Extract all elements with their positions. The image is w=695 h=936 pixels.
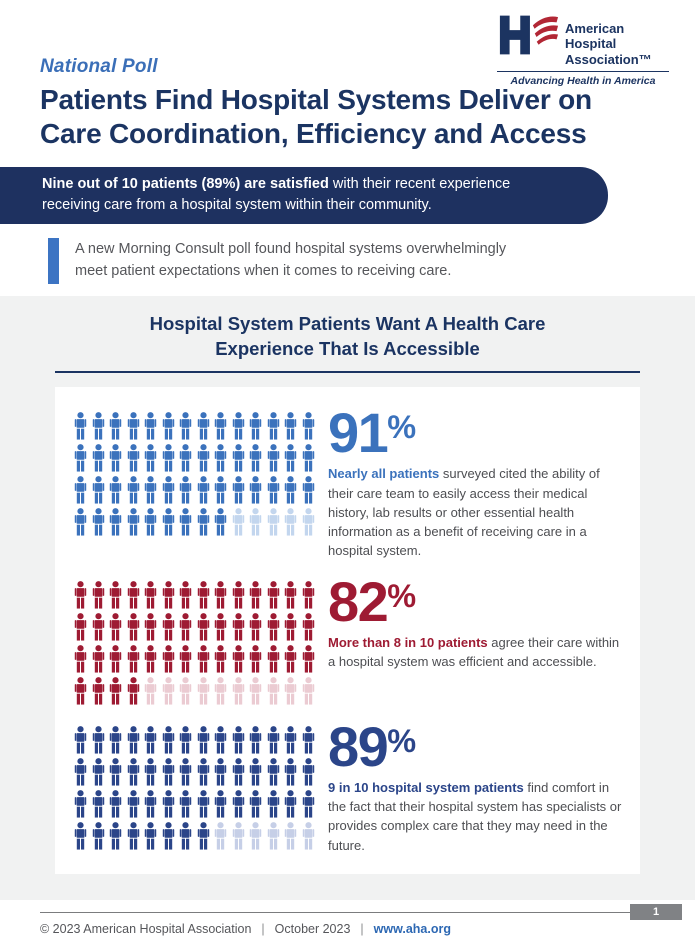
heading-rule <box>55 371 640 373</box>
person-icon <box>283 412 298 441</box>
person-icon <box>283 677 298 706</box>
person-icon <box>196 613 211 642</box>
kicker: National Poll <box>40 56 158 77</box>
person-icon <box>231 412 246 441</box>
person-icon <box>248 444 263 473</box>
person-icon <box>283 645 298 674</box>
stats-section <box>0 296 695 899</box>
person-icon <box>231 645 246 674</box>
person-icon <box>143 758 158 787</box>
stat-value-91: 91% <box>328 401 417 465</box>
person-icon <box>231 758 246 787</box>
person-icon <box>196 476 211 505</box>
person-icon <box>108 645 123 674</box>
person-icon <box>266 581 281 610</box>
person-icon <box>108 726 123 755</box>
person-icon <box>301 790 316 819</box>
page-title: Patients Find Hospital Systems Deliver on Care Coordination, Efficiency and Access <box>40 84 592 150</box>
person-icon <box>301 677 316 706</box>
person-icon <box>73 822 88 851</box>
person-icon <box>161 822 176 851</box>
person-icon <box>283 726 298 755</box>
person-icon <box>266 645 281 674</box>
person-icon <box>108 581 123 610</box>
aha-url-link[interactable]: www.aha.org <box>373 921 451 936</box>
aha-logo <box>497 12 669 87</box>
person-icon <box>301 476 316 505</box>
person-icon <box>178 645 193 674</box>
banner-bold-text: Nine out of 10 patients (89%) are satisfied <box>42 176 329 193</box>
person-icon <box>196 581 211 610</box>
person-icon <box>161 476 176 505</box>
logo-org-name: American Hospital Association™ <box>565 21 652 67</box>
stat-value-82: 82% <box>328 569 417 633</box>
person-icon <box>126 476 141 505</box>
person-icon <box>91 508 106 537</box>
person-icon <box>231 444 246 473</box>
person-icon <box>196 726 211 755</box>
pull-quote <box>48 238 655 284</box>
person-icon <box>231 790 246 819</box>
section-heading: Hospital System Patients Want A Health Care Experience That Is Accessible <box>149 313 546 360</box>
person-icon <box>248 726 263 755</box>
person-icon <box>196 645 211 674</box>
key-finding-banner <box>0 167 608 224</box>
person-icon <box>126 822 141 851</box>
person-icon <box>126 508 141 537</box>
person-icon <box>301 645 316 674</box>
person-icon <box>91 645 106 674</box>
person-icon <box>283 613 298 642</box>
quote-text: A new Morning Consult poll found hospital systems overwhelmingly meet patient expectations when it comes to receiving care. <box>75 241 507 280</box>
person-icon <box>91 412 106 441</box>
stat-text-91 <box>328 401 628 560</box>
logo-divider <box>497 71 669 72</box>
footer-text: © 2023 American Hospital Association | October 2023 | www.aha.org <box>40 921 451 936</box>
person-icon <box>213 581 228 610</box>
pictogram-91 <box>73 406 316 537</box>
person-icon <box>196 790 211 819</box>
person-icon <box>126 726 141 755</box>
person-icon <box>178 726 193 755</box>
person-icon <box>248 412 263 441</box>
person-icon <box>248 790 263 819</box>
person-icon <box>91 726 106 755</box>
person-icon <box>213 508 228 537</box>
person-icon <box>143 790 158 819</box>
person-icon <box>91 822 106 851</box>
person-icon <box>266 790 281 819</box>
person-icon <box>143 444 158 473</box>
person-icon <box>283 758 298 787</box>
person-icon <box>108 508 123 537</box>
person-icon <box>143 476 158 505</box>
person-icon <box>178 613 193 642</box>
person-icon <box>248 758 263 787</box>
person-icon <box>178 758 193 787</box>
person-icon <box>161 412 176 441</box>
person-icon <box>301 758 316 787</box>
person-icon <box>213 677 228 706</box>
person-icon <box>248 581 263 610</box>
person-icon <box>108 613 123 642</box>
person-icon <box>196 412 211 441</box>
person-icon <box>143 645 158 674</box>
person-icon <box>91 677 106 706</box>
person-icon <box>178 508 193 537</box>
person-icon <box>213 613 228 642</box>
person-icon <box>126 758 141 787</box>
person-icon <box>213 645 228 674</box>
person-icon <box>266 677 281 706</box>
person-icon <box>126 677 141 706</box>
logo-tagline: Advancing Health in America <box>510 74 656 87</box>
person-icon <box>91 613 106 642</box>
person-icon <box>196 508 211 537</box>
person-icon <box>108 822 123 851</box>
person-icon <box>301 412 316 441</box>
person-icon <box>196 444 211 473</box>
person-icon <box>266 613 281 642</box>
person-icon <box>108 476 123 505</box>
person-icon <box>248 508 263 537</box>
person-icon <box>108 677 123 706</box>
person-icon <box>231 476 246 505</box>
person-icon <box>266 726 281 755</box>
person-icon <box>143 412 158 441</box>
person-icon <box>178 790 193 819</box>
stat-text-89 <box>328 714 628 855</box>
person-icon <box>266 412 281 441</box>
person-icon <box>73 758 88 787</box>
person-icon <box>126 613 141 642</box>
person-icon <box>178 677 193 706</box>
person-icon <box>301 581 316 610</box>
person-icon <box>143 508 158 537</box>
page-number-badge: 1 <box>630 904 682 920</box>
person-icon <box>73 412 88 441</box>
footer-copyright: © 2023 American Hospital Association <box>40 921 252 936</box>
person-icon <box>161 726 176 755</box>
footer <box>0 905 695 936</box>
person-icon <box>73 726 88 755</box>
person-icon <box>283 508 298 537</box>
person-icon <box>126 581 141 610</box>
person-icon <box>161 613 176 642</box>
person-icon <box>266 476 281 505</box>
person-icon <box>73 508 88 537</box>
person-icon <box>143 726 158 755</box>
person-icon <box>91 758 106 787</box>
person-icon <box>266 758 281 787</box>
stat-desc-91: Nearly all patients surveyed cited the ability of their care team to easily access their medical history, lab results or other essential health information as a benefit of receiving care in a hospital system. <box>328 466 600 559</box>
person-icon <box>91 581 106 610</box>
person-icon <box>266 822 281 851</box>
person-icon <box>178 444 193 473</box>
person-icon <box>91 476 106 505</box>
person-icon <box>108 412 123 441</box>
person-icon <box>301 726 316 755</box>
person-icon <box>231 508 246 537</box>
person-icon <box>213 726 228 755</box>
person-icon <box>126 444 141 473</box>
quote-accent-bar <box>48 238 59 284</box>
person-icon <box>248 613 263 642</box>
person-icon <box>91 790 106 819</box>
person-icon <box>213 444 228 473</box>
person-icon <box>213 412 228 441</box>
person-icon <box>178 476 193 505</box>
person-icon <box>73 645 88 674</box>
person-icon <box>301 822 316 851</box>
person-icon <box>161 444 176 473</box>
person-icon <box>213 758 228 787</box>
footer-rule <box>40 912 655 913</box>
stat-desc-89: 9 in 10 hospital system patients find comfort in the fact that their hospital system has specialists or provides complex care that they may need in the future. <box>328 779 622 853</box>
person-icon <box>108 790 123 819</box>
person-icon <box>231 677 246 706</box>
person-icon <box>231 822 246 851</box>
person-icon <box>301 613 316 642</box>
person-icon <box>283 822 298 851</box>
stat-desc-82: More than 8 in 10 patients agree their care within a hospital system was efficient and accessible. <box>328 634 620 670</box>
person-icon <box>248 645 263 674</box>
person-icon <box>73 677 88 706</box>
person-icon <box>213 822 228 851</box>
person-icon <box>91 444 106 473</box>
person-icon <box>231 581 246 610</box>
person-icon <box>108 444 123 473</box>
footer-date: October 2023 <box>274 921 351 936</box>
person-icon <box>126 790 141 819</box>
person-icon <box>161 581 176 610</box>
stat-value-89: 89% <box>328 714 417 778</box>
person-icon <box>143 677 158 706</box>
banner-rest-text: with their recent experience receiving care from a hospital system within their community. <box>42 176 511 214</box>
person-icon <box>143 613 158 642</box>
person-icon <box>213 476 228 505</box>
stat-row-91 <box>55 399 640 567</box>
stat-text-82 <box>328 569 628 672</box>
person-icon <box>126 645 141 674</box>
person-icon <box>231 613 246 642</box>
person-icon <box>108 758 123 787</box>
person-icon <box>73 476 88 505</box>
person-icon <box>301 444 316 473</box>
person-icon <box>161 758 176 787</box>
person-icon <box>73 581 88 610</box>
person-icon <box>266 444 281 473</box>
person-icon <box>73 613 88 642</box>
aha-logo-mark-icon <box>497 12 559 63</box>
person-icon <box>126 412 141 441</box>
person-icon <box>266 508 281 537</box>
person-icon <box>283 581 298 610</box>
person-icon <box>196 758 211 787</box>
person-icon <box>143 581 158 610</box>
person-icon <box>196 822 211 851</box>
person-icon <box>161 645 176 674</box>
person-icon <box>213 790 228 819</box>
person-icon <box>248 476 263 505</box>
person-icon <box>301 508 316 537</box>
person-icon <box>248 822 263 851</box>
person-icon <box>161 790 176 819</box>
person-icon <box>196 677 211 706</box>
person-icon <box>178 822 193 851</box>
stat-row-82 <box>55 568 640 713</box>
person-icon <box>73 444 88 473</box>
person-icon <box>248 677 263 706</box>
person-icon <box>161 677 176 706</box>
person-icon <box>143 822 158 851</box>
stats-card <box>55 387 640 873</box>
person-icon <box>283 790 298 819</box>
person-icon <box>73 790 88 819</box>
person-icon <box>283 444 298 473</box>
person-icon <box>283 476 298 505</box>
stat-row-89 <box>55 713 640 862</box>
person-icon <box>178 581 193 610</box>
pictogram-89 <box>73 720 316 851</box>
pictogram-82 <box>73 575 316 706</box>
person-icon <box>231 726 246 755</box>
person-icon <box>161 508 176 537</box>
person-icon <box>178 412 193 441</box>
